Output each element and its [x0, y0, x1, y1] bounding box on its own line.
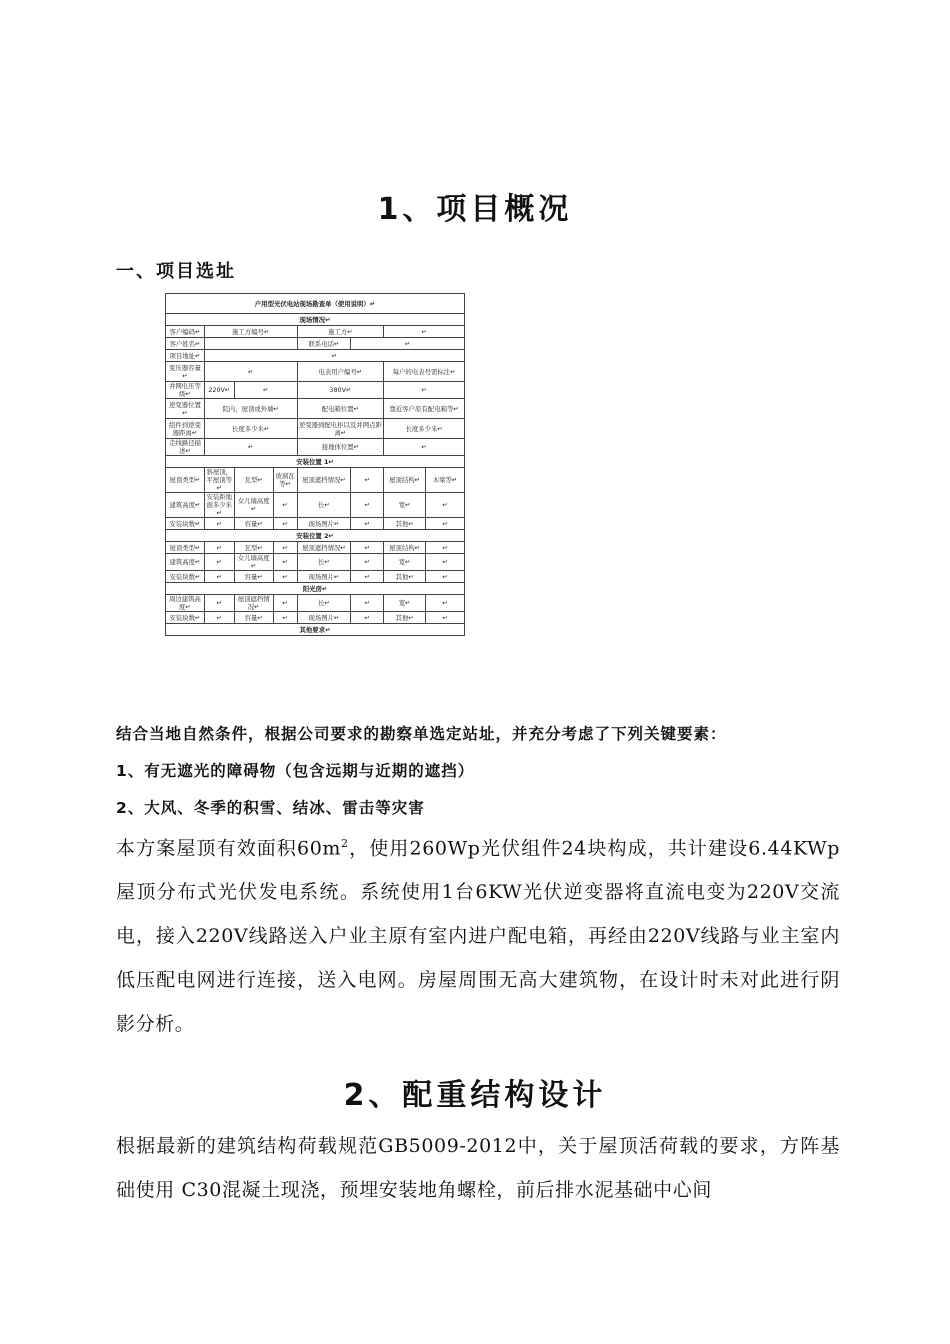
survey-cell: ↵: [384, 326, 465, 338]
survey-section-header: 安装位置 2↵: [166, 530, 465, 542]
survey-cell: ↵: [273, 595, 297, 612]
survey-cell: ↵: [351, 612, 384, 624]
survey-cell: 接地体位置↵: [297, 439, 384, 456]
paragraph-text-start: 本方案屋顶有效面积60m: [116, 837, 342, 860]
subsection-title: 一、项目选址: [116, 261, 236, 282]
survey-cell: 长度多少米↵: [384, 419, 465, 439]
survey-cell: 屋顶结构↵: [384, 468, 426, 493]
survey-cell: 逆变器到配电柜以及并网点距离↵: [298, 420, 382, 437]
survey-cell: ↵: [351, 542, 384, 554]
survey-section-header: 现场情况↵: [166, 314, 465, 326]
survey-cell: 长↵: [297, 595, 351, 612]
survey-cell: ↵: [204, 571, 234, 583]
survey-cell: ↵: [384, 382, 465, 399]
survey-cell: 屋顶遮挡情况↵: [297, 468, 351, 493]
survey-cell: ↵: [426, 542, 465, 554]
survey-cell: ↵: [204, 362, 297, 382]
survey-cell: 屋顶遮挡情况↵: [234, 595, 273, 612]
survey-cell: 现场图片↵: [297, 612, 351, 624]
section-2-title: 2、配重结构设计: [343, 1078, 607, 1113]
survey-cell: 长↵: [297, 493, 351, 518]
survey-cell: 长↵: [297, 554, 351, 571]
survey-cell: 屋顶类型↵: [166, 468, 205, 493]
survey-cell: 安装块数↵: [166, 612, 205, 624]
survey-cell: 逆变器位置↵: [166, 399, 205, 419]
survey-cell: ↵: [351, 554, 384, 571]
survey-cell: 其他↵: [384, 518, 426, 530]
survey-cell: 瓦型↵: [234, 468, 273, 493]
survey-cell: 现场图片↵: [297, 571, 351, 583]
survey-cell: 瓦型↵: [234, 542, 273, 554]
survey-cell: ↵: [273, 554, 297, 571]
survey-cell: 380V↵: [297, 382, 384, 399]
key-factor-item: 1、有无遮光的障碍物（包含远期与近期的遮挡）: [116, 762, 475, 780]
survey-cell: 木梁等↵: [426, 468, 465, 493]
survey-form-table: [165, 293, 465, 636]
survey-cell: 宽↵: [384, 554, 426, 571]
survey-section-header: 安装位置 1↵: [166, 456, 465, 468]
survey-cell: [204, 338, 297, 350]
survey-cell: 容量↵: [234, 612, 273, 624]
survey-cell: 宽↵: [384, 595, 426, 612]
survey-cell: 靠近客户原有配电箱等↵: [384, 399, 465, 419]
survey-cell: 其他↵: [384, 571, 426, 583]
survey-cell: 容量↵: [234, 571, 273, 583]
survey-cell: ↵: [351, 493, 384, 518]
survey-cell: 女儿墙高度↵: [234, 554, 273, 571]
survey-cell: 院内，屋顶或外墙↵: [204, 399, 297, 419]
survey-cell: ↵: [384, 439, 465, 456]
survey-cell: 施工方↵: [297, 326, 384, 338]
survey-cell: ↵: [426, 493, 465, 518]
survey-cell: 其他↵: [384, 612, 426, 624]
survey-cell: 项目地址↵: [166, 350, 205, 362]
survey-cell: ↵: [204, 542, 234, 554]
survey-cell: 组件到逆变器距离↵: [166, 419, 205, 439]
survey-form-title: 户用型光伏电站现场勘查单（使用说明）↵: [166, 294, 465, 314]
survey-cell: 安装块数↵: [166, 518, 205, 530]
survey-cell: ↵: [273, 571, 297, 583]
key-factors-intro: 结合当地自然条件，根据公司要求的勘察单选定站址，并充分考虑了下列关键要素：: [116, 725, 727, 743]
survey-cell: 安装距地面多少米↵: [204, 493, 234, 518]
survey-cell: 客户姓名↵: [166, 338, 205, 350]
survey-cell: ↵: [234, 382, 297, 399]
survey-cell: ↵: [204, 612, 234, 624]
survey-cell: 屋顶类型↵: [166, 542, 205, 554]
survey-cell: 配电箱位置↵: [297, 399, 384, 419]
survey-cell: 屋顶结构↵: [384, 542, 426, 554]
survey-cell: ↵: [351, 571, 384, 583]
survey-form-image: [165, 293, 465, 703]
survey-cell: 安装块数↵: [166, 571, 205, 583]
survey-cell: ↵: [204, 595, 234, 612]
survey-cell: 变压器容量↵: [166, 362, 205, 382]
survey-cell: ↵: [273, 542, 297, 554]
survey-cell: ↵: [204, 554, 234, 571]
survey-cell: 建筑高度↵: [166, 554, 205, 571]
survey-cell: ↵: [426, 612, 465, 624]
survey-cell: ↵: [426, 595, 465, 612]
survey-cell: 现场图片↵: [297, 518, 351, 530]
structure-design-paragraph: 根据最新的建筑结构荷载规范GB5009-2012中，关于屋顶活荷载的要求，方阵基础使用 C30混凝土现浇，预埋安装地角螺栓，前后排水泥基础中心间: [116, 1135, 840, 1201]
survey-cell: 屋顶遮挡情况↵: [297, 542, 351, 554]
key-factor-item: 2、大风、冬季的积雪、结冰、雷击等灾害: [116, 799, 425, 817]
superscript-2: 2: [341, 837, 349, 850]
survey-cell: 周边建筑高度↵: [166, 595, 205, 612]
survey-cell: ↵: [351, 338, 465, 350]
survey-section-header: 其他要求↵: [166, 624, 465, 636]
survey-cell: ↵: [351, 468, 384, 493]
survey-cell: ↵: [204, 350, 464, 362]
project-summary-paragraph: [116, 822, 840, 1046]
survey-cell: 走线路径描述↵: [166, 439, 205, 456]
survey-cell: 220V↵: [204, 382, 234, 399]
survey-cell: ↵: [426, 554, 465, 571]
survey-cell: 每户的电表号需标注↵: [384, 362, 465, 382]
survey-cell: ↵: [426, 571, 465, 583]
section-1-title: 1、项目概况: [377, 192, 573, 227]
survey-cell: 女儿墙高度↵: [234, 493, 273, 518]
survey-cell: 长度多少米↵: [204, 419, 297, 439]
survey-cell: ↵: [204, 518, 234, 530]
survey-section-header: 阳光房↵: [166, 583, 465, 595]
survey-cell: 建筑高度↵: [166, 493, 205, 518]
survey-cell: 宽↵: [384, 493, 426, 518]
survey-cell: ↵: [351, 595, 384, 612]
survey-cell: ↵: [273, 493, 297, 518]
survey-cell: ↵: [351, 518, 384, 530]
survey-cell: 客户编码↵: [166, 326, 205, 338]
survey-cell: 并网电压等级↵: [166, 382, 205, 399]
survey-cell: 容量↵: [234, 518, 273, 530]
survey-cell: 联系电话↵: [297, 338, 351, 350]
survey-cell: 施工方编号↵: [204, 326, 297, 338]
survey-cell: 电表用户编号↵: [297, 362, 384, 382]
survey-cell: ↵: [273, 612, 297, 624]
survey-cell: 玻璃瓦等↵: [273, 468, 297, 493]
paragraph-text-rest: ，使用260Wp光伏组件24块构成，共计建设6.44KWp屋顶分布式光伏发电系统。系统使用1台6KW光伏逆变器将直流电变为220V交流电，接入220V线路送入户业主原有室内进户配电箱，再经由220V线路与业主室内低压配电网进行连接，送入电网。房屋周围无高大建筑物，在设计时未对此进行阴影分析。: [116, 837, 840, 1036]
survey-cell: ↵: [273, 518, 297, 530]
survey-cell: 斜屋顶，平屋顶等↵: [204, 468, 234, 493]
survey-cell: ↵: [426, 518, 465, 530]
survey-cell: ↵: [204, 439, 297, 456]
